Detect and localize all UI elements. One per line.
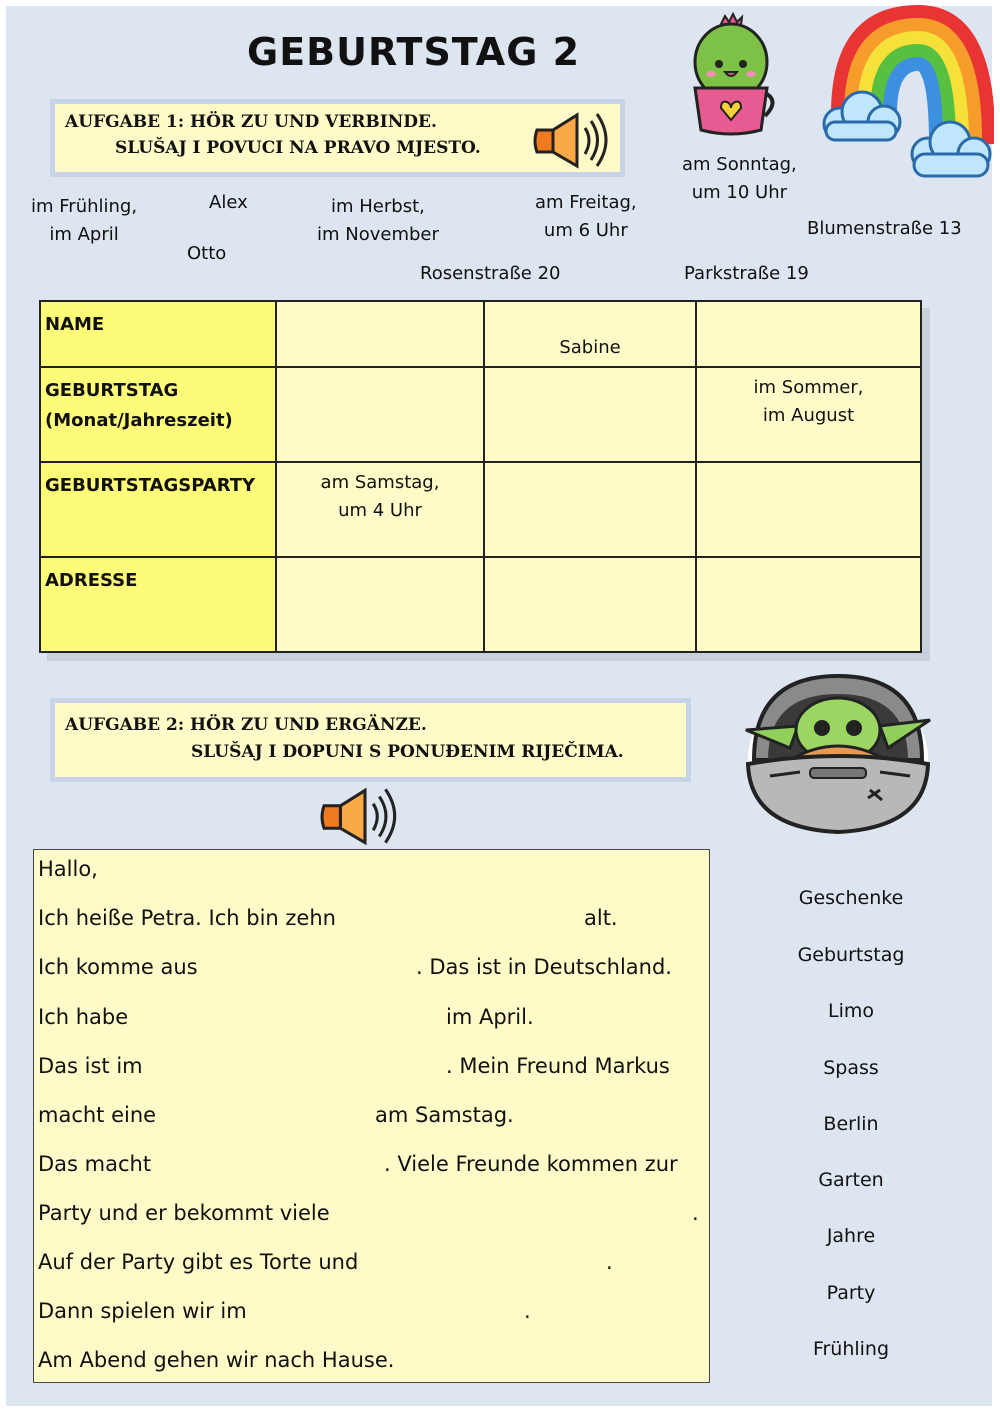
text-line-1: Hallo, (38, 857, 98, 881)
word-fruehling-april[interactable]: im Frühling, im April (31, 196, 138, 245)
bank-word-berlin[interactable]: Berlin (823, 1113, 879, 1135)
fill-in-text-box (33, 849, 710, 1383)
baby-yoda-illustration (740, 668, 936, 838)
word-otto[interactable]: Otto (187, 243, 227, 264)
cell-party-3[interactable] (696, 462, 921, 557)
bank-word-fruehling[interactable]: Frühling (812, 1338, 890, 1360)
text-line-5: Das ist im . Mein Freund Markus (38, 1054, 670, 1078)
task1-line2: SLUŠAJ I POVUCI NA PRAVO MJESTO. (115, 138, 481, 158)
text-line-7: Das macht . Viele Freunde kommen zur (38, 1152, 678, 1176)
cell-birthday-2[interactable] (484, 367, 696, 462)
cell-name-2: Sabine (484, 301, 696, 367)
cell-birthday-3: im Sommer, im August (696, 367, 921, 462)
row-header-birthday: GEBURTSTAG (Monat/Jahreszeit) (40, 367, 276, 462)
task1-line1: AUFGABE 1: HÖR ZU UND VERBINDE. (65, 112, 437, 132)
bank-word-garten[interactable]: Garten (818, 1169, 884, 1191)
task2-line2: SLUŠAJ I DOPUNI S PONUĐENIM RIJEČIMA. (191, 742, 624, 762)
page-title: GEBURTSTAG 2 (247, 30, 581, 74)
cell-party-2[interactable] (484, 462, 696, 557)
birthday-table (39, 300, 922, 653)
cactus-illustration (687, 12, 777, 136)
bank-word-limo[interactable]: Limo (828, 1000, 874, 1022)
word-freitag-6uhr[interactable]: am Freitag, um 6 Uhr (535, 192, 637, 241)
bank-word-spass[interactable]: Spass (823, 1057, 879, 1079)
word-parkstrasse[interactable]: Parkstraße 19 (684, 263, 809, 284)
cell-address-3[interactable] (696, 557, 921, 652)
task2-line1: AUFGABE 2: HÖR ZU UND ERGÄNZE. (65, 715, 427, 735)
speaker-icon[interactable] (533, 110, 621, 170)
word-herbst-november[interactable]: im Herbst, im November (317, 196, 439, 245)
task2-box (50, 698, 691, 782)
speaker-icon[interactable] (320, 785, 410, 847)
task1-box (50, 99, 625, 177)
text-line-10: Dann spielen wir im . (38, 1299, 531, 1323)
text-line-3: Ich komme aus . Das ist in Deutschland. (38, 955, 672, 979)
cell-name-1[interactable] (276, 301, 484, 367)
rainbow-illustration (818, 4, 994, 186)
text-line-4: Ich habe im April. (38, 1005, 534, 1029)
row-header-party: GEBURTSTAGSPARTY (40, 462, 276, 557)
text-line-8: Party und er bekommt viele . (38, 1201, 699, 1225)
row-header-address: ADRESSE (40, 557, 276, 652)
cell-address-2[interactable] (484, 557, 696, 652)
bank-word-geschenke[interactable]: Geschenke (798, 887, 904, 909)
word-blumenstrasse[interactable]: Blumenstraße 13 (807, 218, 962, 239)
bank-word-geburtstag[interactable]: Geburtstag (797, 944, 905, 966)
text-line-6: macht eine am Samstag. (38, 1103, 514, 1127)
cell-party-1: am Samstag, um 4 Uhr (276, 462, 484, 557)
text-line-11: Am Abend gehen wir nach Hause. (38, 1348, 395, 1372)
word-alex[interactable]: Alex (209, 192, 248, 213)
text-line-9: Auf der Party gibt es Torte und . (38, 1250, 613, 1274)
bank-word-jahre[interactable]: Jahre (826, 1225, 876, 1247)
word-sonntag-10uhr[interactable]: am Sonntag, um 10 Uhr (682, 154, 797, 203)
bank-word-party[interactable]: Party (826, 1282, 876, 1304)
text-line-2: Ich heiße Petra. Ich bin zehn alt. (38, 906, 618, 930)
cell-address-1[interactable] (276, 557, 484, 652)
row-header-name: NAME (40, 301, 276, 367)
word-rosenstrasse[interactable]: Rosenstraße 20 (420, 263, 561, 284)
cell-name-3[interactable] (696, 301, 921, 367)
cell-birthday-1[interactable] (276, 367, 484, 462)
